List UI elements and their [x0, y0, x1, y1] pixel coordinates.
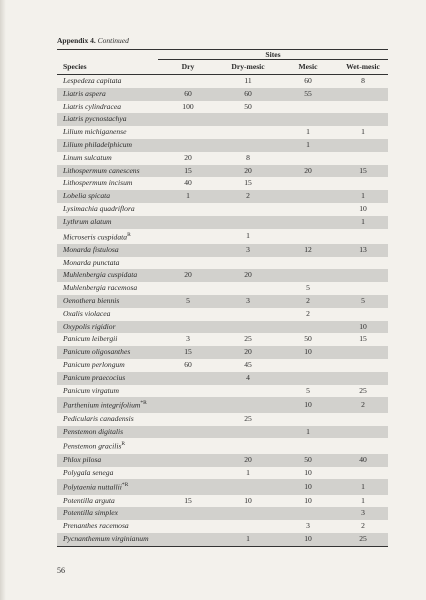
mesic-value-cell [278, 216, 338, 229]
species-name-cell [57, 139, 158, 152]
mesic-value-cell: 1 [306, 127, 310, 137]
species-name: Liatris pycnostachya [63, 114, 127, 124]
dry-mesic-value-cell: 11 [244, 76, 252, 85]
mesic-value-cell [278, 113, 338, 126]
dry-mesic-value-cell [218, 126, 278, 139]
species-mark: R [127, 231, 131, 238]
table-row [57, 216, 388, 229]
dry-mesic-value-cell: 45 [244, 360, 252, 370]
table-row [57, 203, 388, 216]
dry-value-cell: 15 [184, 495, 192, 505]
species-name-cell [57, 244, 158, 257]
dry-value-cell [158, 533, 218, 546]
mesic-value-cell [278, 257, 338, 270]
species-name-cell [57, 533, 158, 546]
wet-mesic-value-cell: 15 [338, 165, 388, 178]
species-name: Lithospermum canescens [63, 165, 140, 175]
table-row [57, 372, 388, 385]
species-name-cell [57, 75, 158, 88]
species-name-cell [57, 438, 158, 453]
wet-mesic-value-cell: 10 [359, 203, 367, 213]
table-row [57, 257, 388, 270]
dry-mesic-value-cell: 20 [218, 454, 278, 467]
dry-mesic-value-cell [218, 321, 278, 334]
mesic-value-cell: 3 [306, 521, 310, 531]
wet-mesic-value-cell [338, 177, 388, 190]
dry-value-cell [158, 372, 218, 385]
species-mark: *R [121, 482, 129, 489]
species-name-cell [57, 257, 158, 270]
wet-mesic-value-cell [338, 88, 388, 101]
table-row [57, 165, 388, 178]
dry-value-cell [158, 438, 218, 453]
table-row [57, 333, 388, 346]
species-name: Lespedeza capitata [63, 76, 122, 85]
dry-value-cell: 3 [186, 334, 190, 344]
table-row [57, 244, 388, 257]
mesic-value-cell [278, 359, 338, 372]
species-mark: *R [140, 400, 147, 407]
wet-mesic-value-cell [338, 257, 388, 270]
header-spacer [57, 50, 158, 60]
table-row [57, 467, 388, 480]
species-name-cell [57, 216, 158, 229]
mesic-value-cell: 5 [306, 385, 310, 395]
table-row [57, 229, 388, 244]
dry-value-cell [158, 520, 218, 533]
mesic-value-cell: 10 [304, 467, 312, 477]
species-name: Parthenium integrifolium [63, 400, 141, 410]
wet-mesic-value-cell [338, 372, 388, 385]
dry-mesic-value-cell: 25 [244, 334, 252, 344]
sites-group-header: Sites [158, 50, 388, 60]
table-row [57, 507, 388, 520]
table-row [57, 177, 388, 190]
species-name: Panicum oligosanthes [63, 347, 131, 357]
species-name-cell [57, 426, 158, 439]
table-row [57, 454, 388, 467]
wet-mesic-value-cell [338, 269, 388, 282]
species-name-cell [57, 321, 158, 334]
species-name: Monarda punctata [63, 257, 120, 267]
species-name-cell [57, 479, 158, 494]
mesic-value-cell [278, 413, 338, 426]
wet-mesic-value-cell: 13 [338, 244, 388, 257]
dry-mesic-value-cell [218, 426, 278, 439]
mesic-value-cell: 55 [278, 88, 338, 101]
caption-subtitle: Continued [97, 36, 129, 45]
wet-mesic-value-cell: 1 [361, 495, 365, 505]
mesic-value-cell: 2 [278, 295, 338, 308]
species-name: Oenothera biennis [63, 296, 120, 306]
dry-value-cell: 60 [184, 360, 192, 370]
table-row [57, 88, 388, 101]
species-name: Panicum praecocius [63, 372, 126, 382]
species-name-cell [57, 152, 158, 165]
table-body [57, 75, 388, 547]
wet-mesic-value-cell [338, 308, 388, 321]
species-name-cell [57, 372, 158, 385]
species-name: Lithospermum incisum [63, 178, 133, 188]
wet-mesic-value-cell: 2 [361, 521, 365, 531]
mesic-value-cell: 1 [278, 426, 338, 439]
dry-mesic-value-cell: 4 [218, 372, 278, 385]
mesic-value-cell [278, 190, 338, 203]
wet-mesic-value-cell [338, 426, 388, 439]
wet-mesic-value-cell: 1 [361, 127, 365, 137]
mesic-value-cell: 10 [278, 533, 338, 546]
dry-value-cell [158, 203, 218, 216]
column-header-dry-mesic: Dry-mesic [218, 60, 278, 75]
table-row [57, 495, 388, 508]
dry-mesic-value-cell: 20 [218, 346, 278, 359]
species-name-cell [57, 203, 158, 216]
wet-mesic-value-cell [338, 282, 388, 295]
mesic-value-cell: 12 [278, 244, 338, 257]
dry-mesic-value-cell [218, 257, 278, 270]
species-name: Muhlenbergia racemosa [63, 283, 138, 293]
species-name-cell [57, 229, 158, 244]
wet-mesic-value-cell [338, 346, 388, 359]
species-name: Liatris cylindracea [63, 101, 122, 111]
species-name-cell [57, 346, 158, 359]
species-name-cell [57, 495, 158, 508]
dry-mesic-value-cell [218, 282, 278, 295]
species-name: Potentilla arguta [63, 495, 115, 505]
table-row [57, 75, 388, 88]
wet-mesic-value-cell: 1 [338, 190, 388, 203]
species-name-cell [57, 413, 158, 426]
species-name: Potentilla simplex [63, 508, 119, 518]
dry-mesic-value-cell [218, 385, 278, 398]
wet-mesic-value-cell [338, 438, 388, 453]
species-name-cell [57, 295, 158, 308]
species-name-cell [57, 88, 158, 101]
dry-value-cell [158, 454, 218, 467]
dry-value-cell: 15 [158, 346, 218, 359]
dry-mesic-value-cell: 1 [246, 467, 250, 477]
dry-mesic-value-cell [218, 203, 278, 216]
species-name-cell [57, 177, 158, 190]
species-name: Prenanthes racemosa [63, 521, 129, 531]
species-name-cell [57, 385, 158, 398]
wet-mesic-value-cell: 10 [338, 321, 388, 334]
species-table [57, 49, 388, 547]
dry-mesic-value-cell: 1 [218, 533, 278, 546]
table-row [57, 346, 388, 359]
mesic-value-cell: 5 [306, 283, 310, 293]
mesic-value-cell [278, 229, 338, 244]
species-name: Panicum leibergii [63, 334, 118, 344]
dry-value-cell [158, 244, 218, 257]
dry-value-cell: 1 [158, 190, 218, 203]
mesic-value-cell [278, 372, 338, 385]
dry-value-cell: 15 [158, 165, 218, 178]
dry-value-cell [158, 385, 218, 398]
dry-mesic-value-cell [218, 438, 278, 453]
mesic-value-cell: 10 [278, 397, 338, 412]
table-row [57, 269, 388, 282]
mesic-value-cell [278, 507, 338, 520]
dry-mesic-value-cell [218, 520, 278, 533]
dry-mesic-value-cell [218, 479, 278, 494]
dry-mesic-value-cell: 10 [244, 495, 252, 505]
dry-mesic-value-cell: 2 [218, 190, 278, 203]
wet-mesic-value-cell [338, 113, 388, 126]
wet-mesic-value-cell [338, 101, 388, 114]
table-row [57, 101, 388, 114]
dry-value-cell [158, 113, 218, 126]
table-row [57, 426, 388, 439]
wet-mesic-value-cell: 40 [338, 454, 388, 467]
wet-mesic-value-cell: 8 [361, 76, 365, 85]
species-name: Lysimachia quadriflora [63, 203, 135, 213]
wet-mesic-value-cell: 1 [338, 479, 388, 494]
column-header-dry: Dry [158, 60, 218, 75]
dry-mesic-value-cell [218, 308, 278, 321]
table-row [57, 438, 388, 453]
mesic-value-cell: 60 [304, 76, 312, 85]
species-name-cell [57, 308, 158, 321]
mesic-value-cell: 20 [278, 165, 338, 178]
table-row [57, 282, 388, 295]
species-name-cell [57, 101, 158, 114]
dry-value-cell [158, 507, 218, 520]
species-name: Lilium michiganense [63, 127, 127, 137]
wet-mesic-value-cell: 25 [338, 533, 388, 546]
dry-value-cell [158, 467, 218, 480]
species-name: Liatris aspera [63, 88, 106, 98]
table-row [57, 295, 388, 308]
dry-value-cell [158, 426, 218, 439]
dry-value-cell [158, 321, 218, 334]
wet-mesic-value-cell [338, 152, 388, 165]
caption-label: Appendix 4. [57, 36, 96, 45]
species-name: Panicum virgatum [63, 385, 120, 395]
wet-mesic-value-cell [338, 467, 388, 480]
species-name: Lobelia spicata [63, 191, 111, 201]
species-name: Penstemon gracilis [63, 441, 122, 451]
mesic-value-cell [278, 321, 338, 334]
species-name-cell [57, 190, 158, 203]
dry-mesic-value-cell: 20 [218, 269, 278, 282]
dry-value-cell [158, 397, 218, 412]
wet-mesic-value-cell [338, 413, 388, 426]
mesic-value-cell [278, 101, 338, 114]
dry-mesic-value-cell [218, 397, 278, 412]
table-row [57, 359, 388, 372]
table-row [57, 397, 388, 412]
page-number: 56 [57, 566, 65, 575]
species-name: Polygala senega [63, 467, 114, 477]
dry-mesic-value-cell [218, 507, 278, 520]
dry-mesic-value-cell: 15 [244, 178, 252, 188]
species-name-cell [57, 397, 158, 412]
species-name: Linum sulcatum [63, 152, 112, 162]
dry-value-cell: 5 [158, 295, 218, 308]
species-name: Penstemon digitalis [63, 426, 124, 436]
dry-value-cell [158, 75, 218, 88]
dry-mesic-value-cell [218, 216, 278, 229]
dry-value-cell [158, 126, 218, 139]
mesic-value-cell: 10 [304, 495, 312, 505]
wet-mesic-value-cell: 2 [338, 397, 388, 412]
table-row [57, 190, 388, 203]
species-name: Muhlenbergia cuspidata [63, 270, 138, 280]
mesic-value-cell [278, 152, 338, 165]
dry-value-cell: 20 [184, 152, 192, 162]
mesic-value-cell [278, 203, 338, 216]
species-mark: R [121, 441, 126, 448]
wet-mesic-value-cell [338, 139, 388, 152]
dry-mesic-value-cell [218, 139, 278, 152]
dry-value-cell [158, 257, 218, 270]
mesic-value-cell: 2 [306, 308, 310, 318]
wet-mesic-value-cell [338, 229, 388, 244]
page-edge-shadow [0, 0, 6, 600]
mesic-value-cell [278, 438, 338, 453]
species-name-cell [57, 269, 158, 282]
mesic-value-cell: 1 [278, 139, 338, 152]
mesic-value-cell [278, 269, 338, 282]
table-row [57, 308, 388, 321]
table-row [57, 113, 388, 126]
species-name: Lilium philadelphicum [63, 139, 132, 149]
dry-mesic-value-cell: 3 [218, 244, 278, 257]
species-name-cell [57, 126, 158, 139]
table-row [57, 385, 388, 398]
dry-value-cell [158, 308, 218, 321]
species-name-cell [57, 282, 158, 295]
species-name-cell [57, 333, 158, 346]
species-name: Oxypolis rigidior [63, 321, 116, 331]
dry-value-cell [158, 413, 218, 426]
mesic-value-cell [278, 177, 338, 190]
mesic-value-cell: 10 [278, 479, 338, 494]
dry-value-cell: 60 [158, 88, 218, 101]
wet-mesic-value-cell: 25 [359, 385, 367, 395]
dry-value-cell [158, 139, 218, 152]
species-name: Pycnanthemum virginianum [63, 534, 149, 544]
table-row [57, 479, 388, 494]
wet-mesic-value-cell: 5 [338, 295, 388, 308]
species-name: Phlox pilosa [63, 454, 102, 464]
wet-mesic-value-cell: 3 [338, 507, 388, 520]
dry-mesic-value-cell: 50 [244, 101, 252, 111]
species-name-cell [57, 454, 158, 467]
species-name: Pedicularis canadensis [63, 413, 134, 423]
dry-mesic-value-cell: 8 [246, 152, 250, 162]
dry-mesic-value-cell: 60 [218, 88, 278, 101]
table-row [57, 321, 388, 334]
species-name: Microseris cuspidata [63, 232, 128, 242]
wet-mesic-value-cell [338, 359, 388, 372]
dry-value-cell: 100 [182, 101, 194, 111]
column-header-species: Species [57, 60, 158, 75]
dry-mesic-value-cell: 3 [218, 295, 278, 308]
mesic-value-cell: 10 [278, 346, 338, 359]
species-name: Oxalis violacea [63, 308, 111, 318]
dry-value-cell [158, 479, 218, 494]
table-row [57, 533, 388, 546]
table-row [57, 126, 388, 139]
species-name-cell [57, 520, 158, 533]
wet-mesic-value-cell: 15 [359, 334, 367, 344]
table-row [57, 152, 388, 165]
dry-value-cell: 20 [158, 269, 218, 282]
dry-value-cell [158, 229, 218, 244]
dry-mesic-value-cell: 1 [246, 230, 250, 240]
table-row [57, 413, 388, 426]
table-row [57, 520, 388, 533]
dry-mesic-value-cell: 25 [244, 413, 252, 423]
dry-value-cell: 40 [184, 178, 192, 188]
table-caption [57, 36, 129, 45]
species-name-cell [57, 507, 158, 520]
column-header-wet-mesic: Wet-mesic [338, 60, 388, 75]
dry-mesic-value-cell [218, 113, 278, 126]
table-row [57, 139, 388, 152]
dry-value-cell [158, 216, 218, 229]
species-name: Lythrum alatum [63, 216, 112, 226]
species-name-cell [57, 113, 158, 126]
species-name: Monarda fistulosa [63, 244, 119, 254]
mesic-value-cell: 50 [278, 454, 338, 467]
species-name-cell [57, 467, 158, 480]
dry-value-cell [158, 282, 218, 295]
mesic-value-cell: 50 [304, 334, 312, 344]
wet-mesic-value-cell: 1 [338, 216, 388, 229]
species-name-cell [57, 165, 158, 178]
species-name: Polytaenia nuttallii [63, 482, 122, 492]
species-name: Panicum perlongum [63, 360, 125, 370]
column-header-mesic: Mesic [278, 60, 338, 75]
species-name-cell [57, 359, 158, 372]
dry-mesic-value-cell: 20 [218, 165, 278, 178]
